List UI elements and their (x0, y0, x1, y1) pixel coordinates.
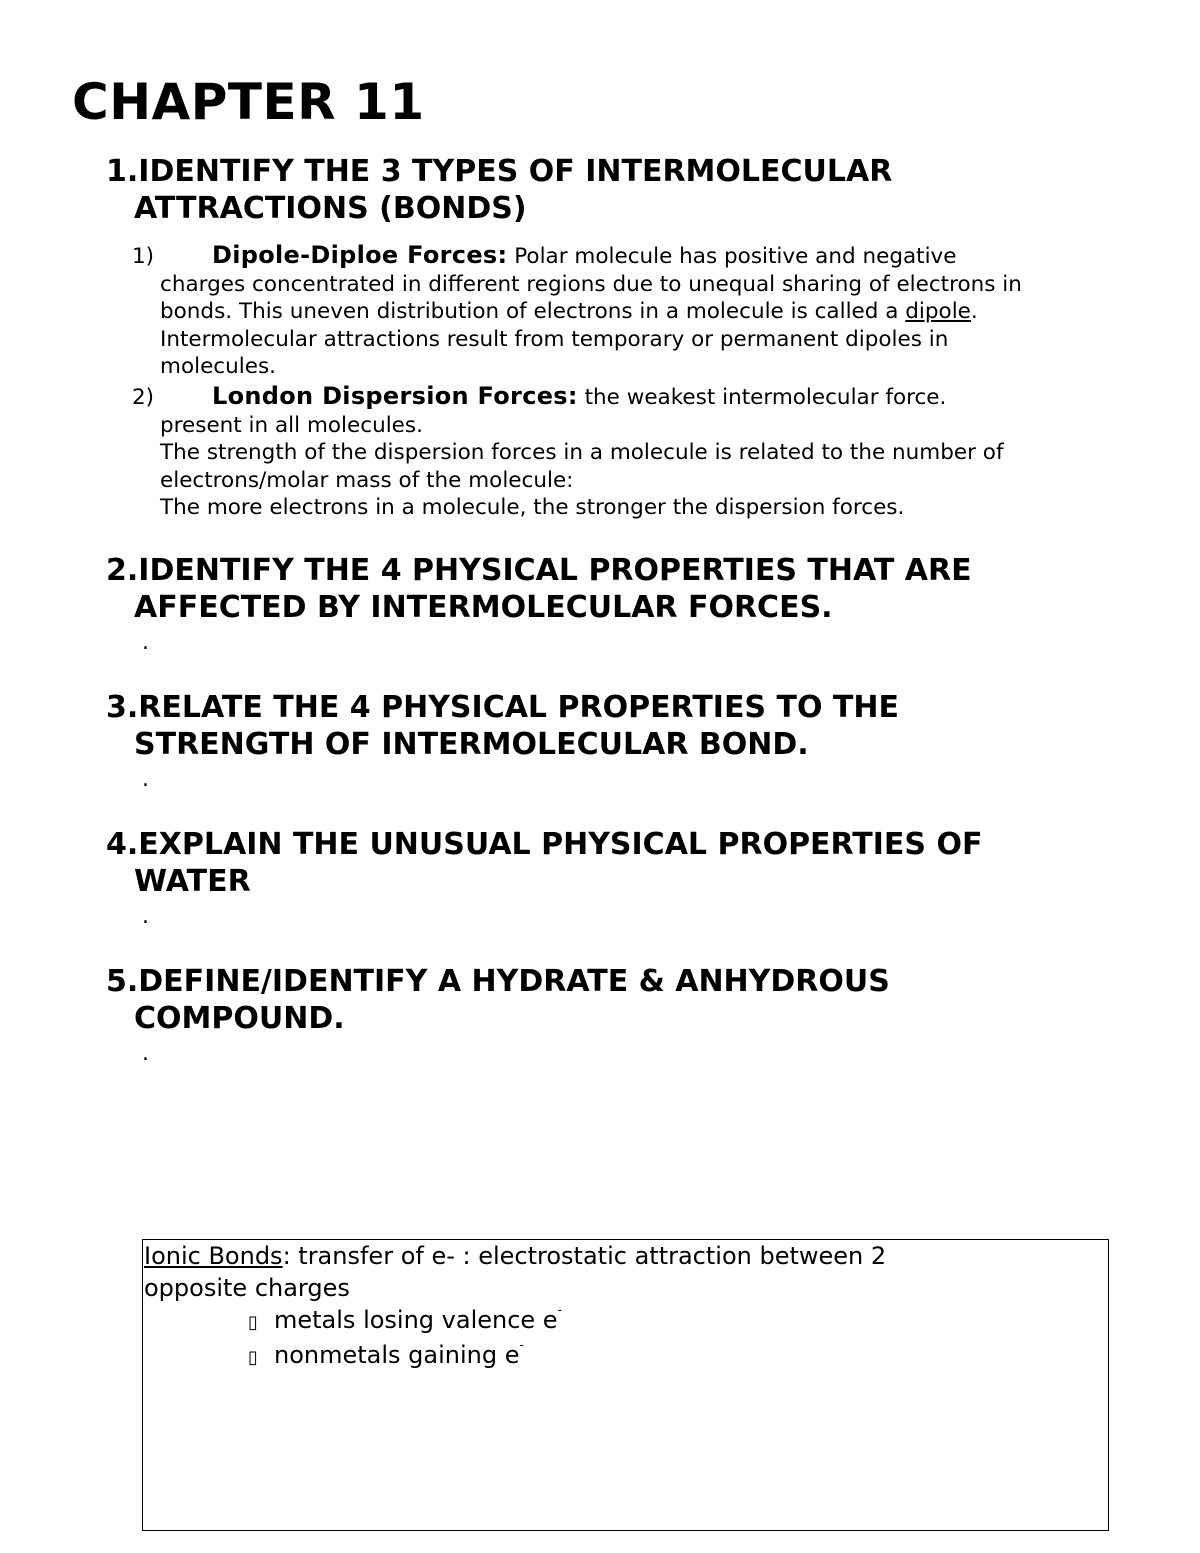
force-desc-first: Polar molecule has positive and negative (507, 244, 957, 269)
question-text-line2: WATER (134, 864, 251, 899)
bullet-item (144, 1339, 1108, 1374)
force-desc-line: Intermolecular attractions result from temporary or permanent dipoles in (160, 326, 949, 352)
question-text-line2: STRENGTH OF INTERMOLECULAR BOND. (134, 727, 809, 762)
question-5-heading (106, 963, 1066, 1037)
question-4-heading (106, 826, 1066, 900)
answer-placeholder-dot: . (142, 1041, 149, 1066)
question-text-line2: AFFECTED BY INTERMOLECULAR FORCES. (134, 590, 833, 625)
force-item-london (132, 383, 1122, 522)
force-desc-line: electrons/molar mass of the molecule: (160, 467, 574, 493)
force-desc-line: molecules. (160, 354, 276, 379)
force-desc-line: charges concentrated in different regions due to unequal sharing of electrons in (160, 271, 1022, 297)
question-text-line1: DEFINE/IDENTIFY A HYDRATE & ANHYDROUS (138, 964, 890, 999)
chapter-title: CHAPTER 11 (72, 73, 425, 131)
answer-placeholder-dot: . (142, 767, 149, 792)
answer-placeholder-dot: . (142, 630, 149, 655)
bullet-icon: ▯ (248, 1347, 258, 1368)
bullet-item (144, 1304, 1108, 1339)
bullet-text: metals losing valence e (274, 1306, 558, 1334)
ionic-bonds-box (142, 1239, 1109, 1531)
question-text-line2: COMPOUND. (134, 1001, 345, 1036)
force-desc-text: . (970, 299, 978, 324)
question-text-line2: ATTRACTIONS (BONDS) (134, 191, 527, 226)
question-number: 4. (106, 827, 139, 862)
question-number: 5. (106, 964, 139, 999)
question-text-line1: IDENTIFY THE 4 PHYSICAL PROPERTIES THAT ARE (138, 553, 972, 588)
answer-placeholder-dot: . (142, 904, 149, 929)
force-desc-line: present in all molecules. (160, 412, 423, 438)
force-desc-first: the weakest intermolecular force. (577, 385, 947, 410)
force-desc-line: The more electrons in a molecule, the stronger the dispersion forces. (160, 495, 905, 520)
box-line1 (144, 1242, 886, 1270)
question-1-heading (106, 153, 1066, 227)
item-marker: 2) (132, 385, 155, 410)
force-desc-line: The strength of the dispersion forces in a molecule is related to the number of (160, 440, 1004, 465)
item-marker: 1) (132, 244, 155, 269)
force-desc-text: bonds. This uneven distribution of electrons in a molecule is called a (160, 299, 906, 324)
superscript: - (557, 1303, 562, 1317)
ionic-bonds-term: Ionic Bonds (144, 1242, 283, 1270)
question-number: 3. (106, 690, 139, 725)
force-term: London Dispersion Forces: (212, 382, 578, 410)
superscript: - (519, 1338, 524, 1352)
box-line2: opposite charges (144, 1274, 350, 1302)
bullet-icon: ▯ (248, 1312, 258, 1333)
question-2-heading (106, 552, 1066, 626)
bullet-text: nonmetals gaining e (274, 1341, 520, 1369)
question-number: 2. (106, 553, 139, 588)
question-text-line1: RELATE THE 4 PHYSICAL PROPERTIES TO THE (138, 690, 899, 725)
force-desc-line (132, 298, 1122, 326)
box-text: : transfer of e- : electrostatic attraction between 2 (282, 1242, 887, 1270)
question-3-heading (106, 689, 1066, 763)
question-text-line1: IDENTIFY THE 3 TYPES OF INTERMOLECULAR (138, 154, 893, 189)
force-item-dipole (132, 242, 1122, 381)
question-number: 1. (106, 154, 139, 189)
force-term: Dipole-Diploe Forces: (212, 241, 508, 269)
dipole-term: dipole (905, 299, 971, 324)
question-text-line1: EXPLAIN THE UNUSUAL PHYSICAL PROPERTIES OF (138, 827, 983, 862)
